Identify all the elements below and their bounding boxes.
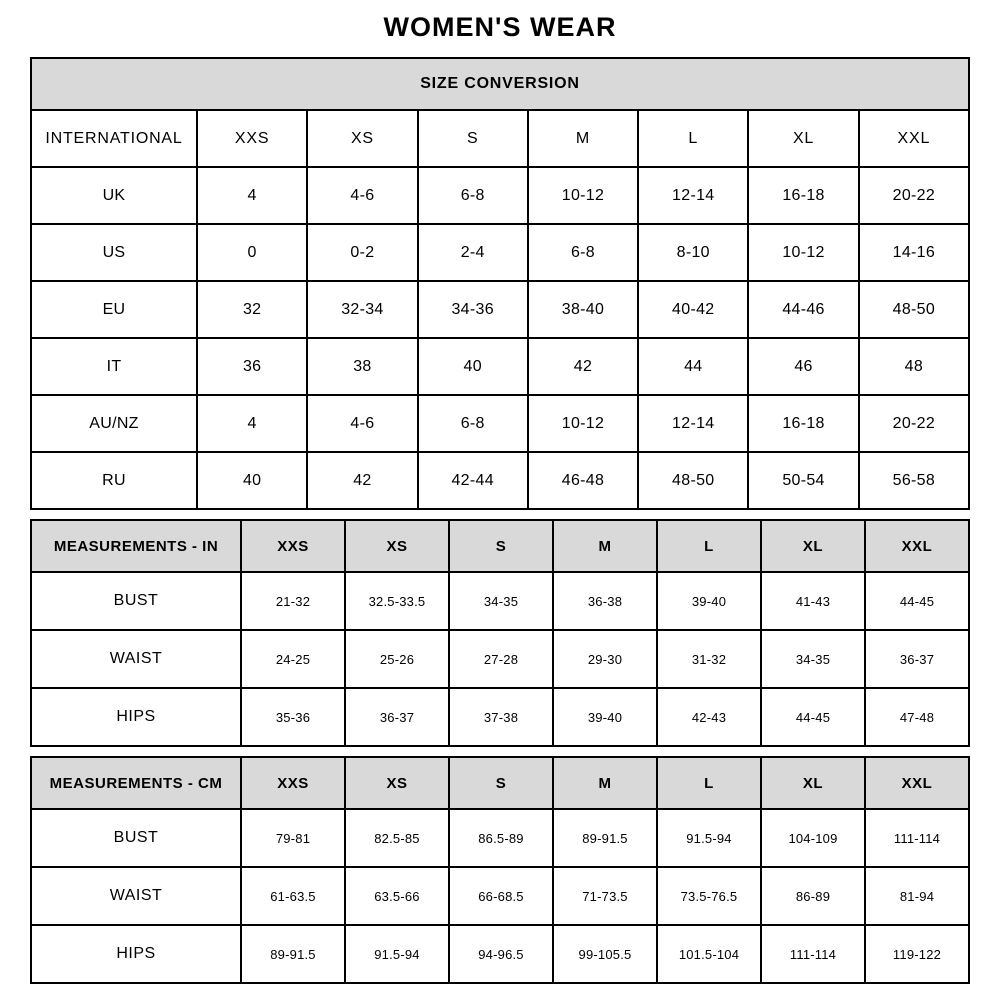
- value-cell: 44: [638, 338, 748, 395]
- value-cell: 47-48: [865, 688, 969, 746]
- value-cell: 42: [528, 338, 638, 395]
- table-row: [31, 167, 969, 224]
- column-header: XXS: [197, 110, 307, 167]
- value-cell: 36-38: [553, 572, 657, 630]
- table-row: [31, 452, 969, 509]
- value-cell: 16-18: [748, 395, 858, 452]
- header-row: [31, 520, 969, 572]
- column-header: XL: [748, 110, 858, 167]
- value-cell: 0-2: [307, 224, 417, 281]
- value-cell: 20-22: [859, 395, 969, 452]
- table-row: [31, 867, 969, 925]
- table-row: [31, 224, 969, 281]
- header-row: [31, 757, 969, 809]
- table-row: [31, 281, 969, 338]
- value-cell: 46-48: [528, 452, 638, 509]
- column-header: XS: [345, 757, 449, 809]
- column-header: M: [528, 110, 638, 167]
- value-cell: 34-36: [418, 281, 528, 338]
- table-row: [31, 630, 969, 688]
- value-cell: 36-37: [345, 688, 449, 746]
- table-row: [31, 925, 969, 983]
- value-cell: 35-36: [241, 688, 345, 746]
- row-label: HIPS: [31, 925, 241, 983]
- column-header: L: [657, 757, 761, 809]
- value-cell: 91.5-94: [657, 809, 761, 867]
- value-cell: 2-4: [418, 224, 528, 281]
- value-cell: 24-25: [241, 630, 345, 688]
- column-header: S: [418, 110, 528, 167]
- column-header: XS: [345, 520, 449, 572]
- value-cell: 111-114: [865, 809, 969, 867]
- value-cell: 111-114: [761, 925, 865, 983]
- value-cell: 12-14: [638, 395, 748, 452]
- page-title: WOMEN'S WEAR: [383, 12, 617, 42]
- row-label: EU: [31, 281, 197, 338]
- value-cell: 48: [859, 338, 969, 395]
- column-header: XL: [761, 520, 865, 572]
- value-cell: 4-6: [307, 395, 417, 452]
- value-cell: 38-40: [528, 281, 638, 338]
- value-cell: 27-28: [449, 630, 553, 688]
- value-cell: 89-91.5: [241, 925, 345, 983]
- value-cell: 48-50: [638, 452, 748, 509]
- value-cell: 32-34: [307, 281, 417, 338]
- column-header: S: [449, 757, 553, 809]
- value-cell: 38: [307, 338, 417, 395]
- value-cell: 119-122: [865, 925, 969, 983]
- column-header: S: [449, 520, 553, 572]
- row-label: IT: [31, 338, 197, 395]
- value-cell: 4-6: [307, 167, 417, 224]
- value-cell: 41-43: [761, 572, 865, 630]
- value-cell: 6-8: [418, 167, 528, 224]
- value-cell: 50-54: [748, 452, 858, 509]
- tables-container: [0, 57, 1000, 984]
- value-cell: 104-109: [761, 809, 865, 867]
- value-cell: 29-30: [553, 630, 657, 688]
- column-header: L: [638, 110, 748, 167]
- row-label: HIPS: [31, 688, 241, 746]
- value-cell: 6-8: [528, 224, 638, 281]
- value-cell: 82.5-85: [345, 809, 449, 867]
- column-header: XL: [761, 757, 865, 809]
- table-title-cell: MEASUREMENTS - IN: [31, 520, 241, 572]
- row-label: UK: [31, 167, 197, 224]
- value-cell: 4: [197, 167, 307, 224]
- row-label: WAIST: [31, 630, 241, 688]
- table-row: [31, 572, 969, 630]
- value-cell: 61-63.5: [241, 867, 345, 925]
- column-header: XXS: [241, 757, 345, 809]
- value-cell: 12-14: [638, 167, 748, 224]
- value-cell: 101.5-104: [657, 925, 761, 983]
- measurements-in-table: [30, 519, 970, 747]
- value-cell: 10-12: [528, 395, 638, 452]
- size-conversion-banner: SIZE CONVERSION: [31, 58, 969, 110]
- value-cell: 0: [197, 224, 307, 281]
- value-cell: 34-35: [761, 630, 865, 688]
- value-cell: 4: [197, 395, 307, 452]
- value-cell: 71-73.5: [553, 867, 657, 925]
- value-cell: 56-58: [859, 452, 969, 509]
- column-header: XXL: [865, 757, 969, 809]
- value-cell: 10-12: [528, 167, 638, 224]
- column-header: XS: [307, 110, 417, 167]
- value-cell: 44-45: [761, 688, 865, 746]
- value-cell: 63.5-66: [345, 867, 449, 925]
- column-header: M: [553, 757, 657, 809]
- column-header: M: [553, 520, 657, 572]
- row-label: US: [31, 224, 197, 281]
- table-title-cell: MEASUREMENTS - CM: [31, 757, 241, 809]
- size-conversion-table: [30, 57, 970, 510]
- value-cell: 40: [418, 338, 528, 395]
- table-title-cell: INTERNATIONAL: [31, 110, 197, 167]
- row-label: BUST: [31, 572, 241, 630]
- value-cell: 46: [748, 338, 858, 395]
- value-cell: 8-10: [638, 224, 748, 281]
- row-label: AU/NZ: [31, 395, 197, 452]
- table-row: [31, 688, 969, 746]
- value-cell: 44-45: [865, 572, 969, 630]
- value-cell: 25-26: [345, 630, 449, 688]
- column-header: XXL: [859, 110, 969, 167]
- value-cell: 86-89: [761, 867, 865, 925]
- row-label: RU: [31, 452, 197, 509]
- value-cell: 94-96.5: [449, 925, 553, 983]
- value-cell: 42-44: [418, 452, 528, 509]
- column-header: XXS: [241, 520, 345, 572]
- value-cell: 39-40: [657, 572, 761, 630]
- value-cell: 16-18: [748, 167, 858, 224]
- column-header: XXL: [865, 520, 969, 572]
- value-cell: 40: [197, 452, 307, 509]
- value-cell: 86.5-89: [449, 809, 553, 867]
- row-label: WAIST: [31, 867, 241, 925]
- value-cell: 36-37: [865, 630, 969, 688]
- value-cell: 42: [307, 452, 417, 509]
- value-cell: 79-81: [241, 809, 345, 867]
- row-label: BUST: [31, 809, 241, 867]
- value-cell: 91.5-94: [345, 925, 449, 983]
- value-cell: 81-94: [865, 867, 969, 925]
- measurements-cm-table: [30, 756, 970, 984]
- value-cell: 21-32: [241, 572, 345, 630]
- value-cell: 31-32: [657, 630, 761, 688]
- value-cell: 39-40: [553, 688, 657, 746]
- value-cell: 20-22: [859, 167, 969, 224]
- value-cell: 66-68.5: [449, 867, 553, 925]
- value-cell: 42-43: [657, 688, 761, 746]
- value-cell: 44-46: [748, 281, 858, 338]
- value-cell: 32: [197, 281, 307, 338]
- value-cell: 34-35: [449, 572, 553, 630]
- header-row: [31, 110, 969, 167]
- value-cell: 14-16: [859, 224, 969, 281]
- value-cell: 36: [197, 338, 307, 395]
- value-cell: 48-50: [859, 281, 969, 338]
- value-cell: 40-42: [638, 281, 748, 338]
- value-cell: 37-38: [449, 688, 553, 746]
- table-row: [31, 338, 969, 395]
- value-cell: 32.5-33.5: [345, 572, 449, 630]
- value-cell: 73.5-76.5: [657, 867, 761, 925]
- value-cell: 6-8: [418, 395, 528, 452]
- table-row: [31, 395, 969, 452]
- table-row: [31, 809, 969, 867]
- value-cell: 99-105.5: [553, 925, 657, 983]
- value-cell: 89-91.5: [553, 809, 657, 867]
- value-cell: 10-12: [748, 224, 858, 281]
- column-header: L: [657, 520, 761, 572]
